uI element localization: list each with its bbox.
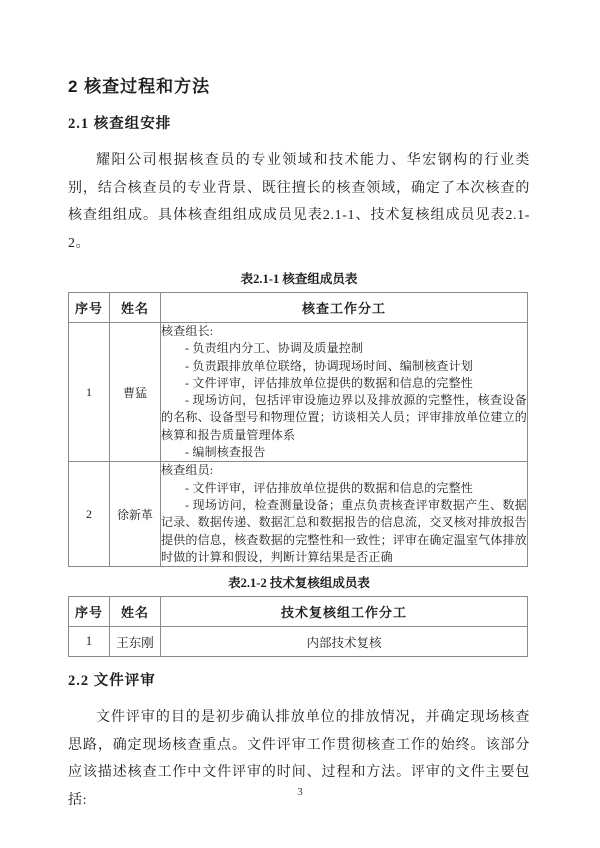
row2-role: 核查组员: — [161, 463, 214, 478]
table1-title: 表2.1-1 核查组成员表 — [240, 272, 358, 286]
table-row — [69, 627, 528, 657]
duty-item: - 文件评审，评估排放单位提供的数据和信息的完整性 — [185, 375, 473, 390]
table1-header-no: 序号 — [69, 293, 110, 323]
section-22-paragraph: 文件评审的目的是初步确认排放单位的排放情况，并确定现场核查思路，确定现场核查重点。文件评审工作贯彻核查工作的始终。该部分应该描述核查工作中文件评审的时间、过程和方法。评审的文件主要包括: — [68, 710, 530, 808]
table2-header-duty: 技术复核组工作分工 — [161, 597, 528, 627]
row1-duties — [161, 323, 528, 462]
table1-header-duty: 核查工作分工 — [161, 293, 528, 323]
section-21-paragraph: 耀阳公司根据核查员的专业领域和技术能力、华宏钢构的行业类别，结合核查员的专业背景、既往擅长的核查领域，确定了本次核查的核查组组成。具体核查组组成成员见表2.1-1、技术复核组成员见表2.1-2。 — [68, 153, 530, 251]
t2-row1-no: 1 — [69, 627, 110, 657]
row1-role: 核查组长: — [161, 324, 214, 338]
duty-item: - 编制核查报告 — [185, 445, 266, 460]
table1-header-row — [69, 293, 528, 323]
row2-no: 2 — [69, 462, 110, 567]
duty-item: - 现场访问，检查测量设备；重点负责核查评审数据产生、数据记录、数据传递、数据汇总和数据报告的信息流，交叉核对排放报告提供的信息，核查数据的完整性和一致性；评审在确定温室气体排放时做的计算和假设，判断计算结果是否正确 — [161, 497, 528, 564]
section-21-heading: 2.1 核查组安排 — [68, 116, 172, 132]
table2-title: 表2.1-2 技术复核组成员表 — [228, 576, 370, 591]
duty-item: - 负责跟排放单位联络，协调现场时间、编制核查计划 — [185, 358, 473, 373]
page-number: 3 — [297, 786, 303, 798]
technical-review-table — [68, 596, 528, 657]
table2-header-no: 序号 — [69, 597, 110, 627]
duty-item: - 文件评审，评估排放单位提供的数据和信息的完整性 — [185, 480, 473, 495]
row2-name: 徐新革 — [110, 462, 161, 567]
row1-no: 1 — [69, 323, 110, 462]
table2-header-row — [69, 597, 528, 627]
verification-team-table — [68, 292, 528, 567]
t2-row1-name: 王东刚 — [110, 627, 161, 657]
table2-header-name: 姓名 — [110, 597, 161, 627]
table1-header-name: 姓名 — [110, 293, 161, 323]
row2-duties — [161, 462, 528, 567]
row1-name: 曹猛 — [110, 323, 161, 462]
chapter-heading: 2 核查过程和方法 — [68, 77, 211, 96]
section-22-heading: 2.2 文件评审 — [68, 673, 156, 690]
table-row — [69, 323, 528, 462]
duty-item: - 负责组内分工、协调及质量控制 — [185, 341, 364, 356]
table-row — [69, 462, 528, 567]
t2-row1-duty: 内部技术复核 — [161, 627, 528, 657]
duty-item: - 现场访问，包括评审设施边界以及排放源的完整性，核查设备的名称、设备型号和物理位置；访谈相关人员；评审排放单位建立的核算和报告质量管理体系 — [161, 393, 528, 442]
